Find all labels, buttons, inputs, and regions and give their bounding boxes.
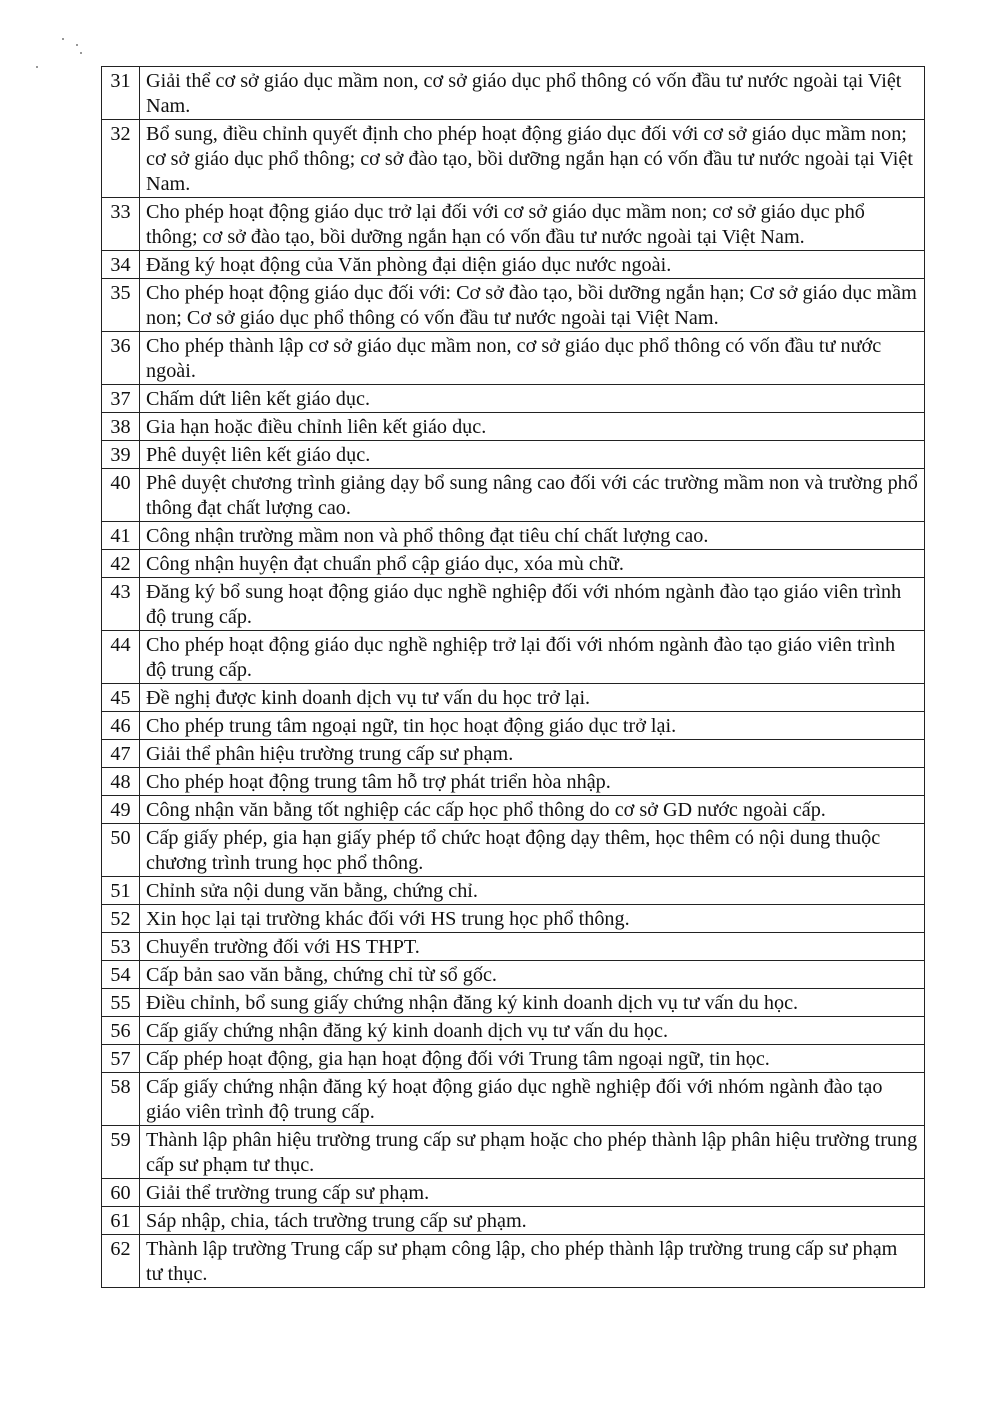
table-row <box>102 1126 925 1179</box>
row-number: 39 <box>102 441 140 469</box>
procedure-table <box>101 66 925 1288</box>
table-row <box>102 385 925 413</box>
row-number: 51 <box>102 877 140 905</box>
row-number: 55 <box>102 989 140 1017</box>
procedure-name: Công nhận văn bằng tốt nghiệp các cấp học phổ thông do cơ sở GD nước ngoài cấp. <box>140 796 925 824</box>
row-number: 50 <box>102 824 140 877</box>
table-row <box>102 712 925 740</box>
table-row <box>102 1235 925 1288</box>
procedure-name: Giải thể trường trung cấp sư phạm. <box>140 1179 925 1207</box>
procedure-name: Cho phép hoạt động giáo dục đối với: Cơ sở đào tạo, bồi dưỡng ngắn hạn; Cơ sở giáo dục mầm non; Cơ sở giáo dục phổ thông có vốn đầu tư nước ngoài tại Việt Nam. <box>140 279 925 332</box>
table-row <box>102 740 925 768</box>
table-row <box>102 279 925 332</box>
row-number: 36 <box>102 332 140 385</box>
table-row <box>102 67 925 120</box>
procedure-name: Xin học lại tại trường khác đối với HS trung học phổ thông. <box>140 905 925 933</box>
table-row <box>102 877 925 905</box>
procedure-name: Cho phép trung tâm ngoại ngữ, tin học hoạt động giáo dục trở lại. <box>140 712 925 740</box>
procedure-name: Đăng ký bổ sung hoạt động giáo dục nghề nghiệp đối với nhóm ngành đào tạo giáo viên trình độ trung cấp. <box>140 578 925 631</box>
table-row <box>102 989 925 1017</box>
procedure-name: Cấp giấy phép, gia hạn giấy phép tổ chức hoạt động dạy thêm, học thêm có nội dung thuộc chương trình trung học phổ thông. <box>140 824 925 877</box>
row-number: 40 <box>102 469 140 522</box>
table-row <box>102 550 925 578</box>
row-number: 49 <box>102 796 140 824</box>
procedure-name: Giải thể cơ sở giáo dục mầm non, cơ sở giáo dục phổ thông có vốn đầu tư nước ngoài tại Việt Nam. <box>140 67 925 120</box>
row-number: 62 <box>102 1235 140 1288</box>
procedure-name: Đề nghị được kinh doanh dịch vụ tư vấn du học trở lại. <box>140 684 925 712</box>
table-row <box>102 251 925 279</box>
row-number: 42 <box>102 550 140 578</box>
procedure-name: Bổ sung, điều chỉnh quyết định cho phép hoạt động giáo dục đối với cơ sở giáo dục mầm non; cơ sở giáo dục phổ thông; cơ sở đào tạo, bồi dưỡng ngắn hạn có vốn đầu tư nước ngoài tại Việt Nam. <box>140 120 925 198</box>
procedure-name: Cấp giấy chứng nhận đăng ký hoạt động giáo dục nghề nghiệp đối với nhóm ngành đào tạo giáo viên trình độ trung cấp. <box>140 1073 925 1126</box>
table-row <box>102 578 925 631</box>
row-number: 45 <box>102 684 140 712</box>
row-number: 46 <box>102 712 140 740</box>
procedure-name: Phê duyệt chương trình giảng dạy bổ sung nâng cao đối với các trường mầm non và trường phổ thông đạt chất lượng cao. <box>140 469 925 522</box>
table-row <box>102 684 925 712</box>
row-number: 52 <box>102 905 140 933</box>
row-number: 61 <box>102 1207 140 1235</box>
table-row <box>102 198 925 251</box>
table-row <box>102 1207 925 1235</box>
procedure-name: Công nhận trường mầm non và phổ thông đạt tiêu chí chất lượng cao. <box>140 522 925 550</box>
row-number: 48 <box>102 768 140 796</box>
row-number: 31 <box>102 67 140 120</box>
procedure-name: Cho phép hoạt động trung tâm hỗ trợ phát triển hòa nhập. <box>140 768 925 796</box>
procedure-name: Cấp phép hoạt động, gia hạn hoạt động đối với Trung tâm ngoại ngữ, tin học. <box>140 1045 925 1073</box>
table-row <box>102 1045 925 1073</box>
table-row <box>102 824 925 877</box>
scan-speck <box>76 44 78 46</box>
row-number: 38 <box>102 413 140 441</box>
table-row <box>102 1073 925 1126</box>
table-row <box>102 469 925 522</box>
table-row <box>102 441 925 469</box>
row-number: 43 <box>102 578 140 631</box>
table-row <box>102 961 925 989</box>
row-number: 60 <box>102 1179 140 1207</box>
procedure-name: Thành lập trường Trung cấp sư phạm công lập, cho phép thành lập trường trung cấp sư phạm tư thục. <box>140 1235 925 1288</box>
procedure-name: Cho phép thành lập cơ sở giáo dục mầm non, cơ sở giáo dục phổ thông có vốn đầu tư nước ngoài. <box>140 332 925 385</box>
table-row <box>102 905 925 933</box>
row-number: 56 <box>102 1017 140 1045</box>
table-row <box>102 631 925 684</box>
row-number: 34 <box>102 251 140 279</box>
row-number: 58 <box>102 1073 140 1126</box>
row-number: 47 <box>102 740 140 768</box>
procedure-name: Điều chỉnh, bổ sung giấy chứng nhận đăng ký kinh doanh dịch vụ tư vấn du học. <box>140 989 925 1017</box>
table-row <box>102 1179 925 1207</box>
procedure-name: Thành lập phân hiệu trường trung cấp sư phạm hoặc cho phép thành lập phân hiệu trường trung cấp sư phạm tư thục. <box>140 1126 925 1179</box>
row-number: 41 <box>102 522 140 550</box>
table-row <box>102 796 925 824</box>
scan-speck <box>80 52 82 54</box>
table-row <box>102 120 925 198</box>
row-number: 54 <box>102 961 140 989</box>
table-row <box>102 413 925 441</box>
procedure-name: Chấm dứt liên kết giáo dục. <box>140 385 925 413</box>
table-row <box>102 522 925 550</box>
row-number: 53 <box>102 933 140 961</box>
procedure-name: Gia hạn hoặc điều chỉnh liên kết giáo dục. <box>140 413 925 441</box>
row-number: 35 <box>102 279 140 332</box>
procedure-name: Công nhận huyện đạt chuẩn phổ cập giáo dục, xóa mù chữ. <box>140 550 925 578</box>
table-row <box>102 933 925 961</box>
table-row <box>102 1017 925 1045</box>
procedure-table-body <box>102 67 925 1288</box>
row-number: 57 <box>102 1045 140 1073</box>
procedure-name: Cho phép hoạt động giáo dục nghề nghiệp trở lại đối với nhóm ngành đào tạo giáo viên trình độ trung cấp. <box>140 631 925 684</box>
procedure-name: Cho phép hoạt động giáo dục trở lại đối với cơ sở giáo dục mầm non; cơ sở giáo dục phổ thông; cơ sở đào tạo, bồi dưỡng ngắn hạn có vốn đầu tư nước ngoài tại Việt Nam. <box>140 198 925 251</box>
table-row <box>102 768 925 796</box>
table-row <box>102 332 925 385</box>
scan-speck <box>36 66 38 68</box>
procedure-name: Đăng ký hoạt động của Văn phòng đại diện giáo dục nước ngoài. <box>140 251 925 279</box>
procedure-name: Chỉnh sửa nội dung văn bằng, chứng chỉ. <box>140 877 925 905</box>
row-number: 37 <box>102 385 140 413</box>
row-number: 59 <box>102 1126 140 1179</box>
row-number: 44 <box>102 631 140 684</box>
procedure-name: Cấp giấy chứng nhận đăng ký kinh doanh dịch vụ tư vấn du học. <box>140 1017 925 1045</box>
procedure-name: Cấp bản sao văn bằng, chứng chỉ từ sổ gốc. <box>140 961 925 989</box>
scan-speck <box>62 38 64 40</box>
procedure-name: Chuyển trường đối với HS THPT. <box>140 933 925 961</box>
row-number: 33 <box>102 198 140 251</box>
procedure-name: Giải thể phân hiệu trường trung cấp sư phạm. <box>140 740 925 768</box>
procedure-name: Sáp nhập, chia, tách trường trung cấp sư phạm. <box>140 1207 925 1235</box>
procedure-name: Phê duyệt liên kết giáo dục. <box>140 441 925 469</box>
row-number: 32 <box>102 120 140 198</box>
